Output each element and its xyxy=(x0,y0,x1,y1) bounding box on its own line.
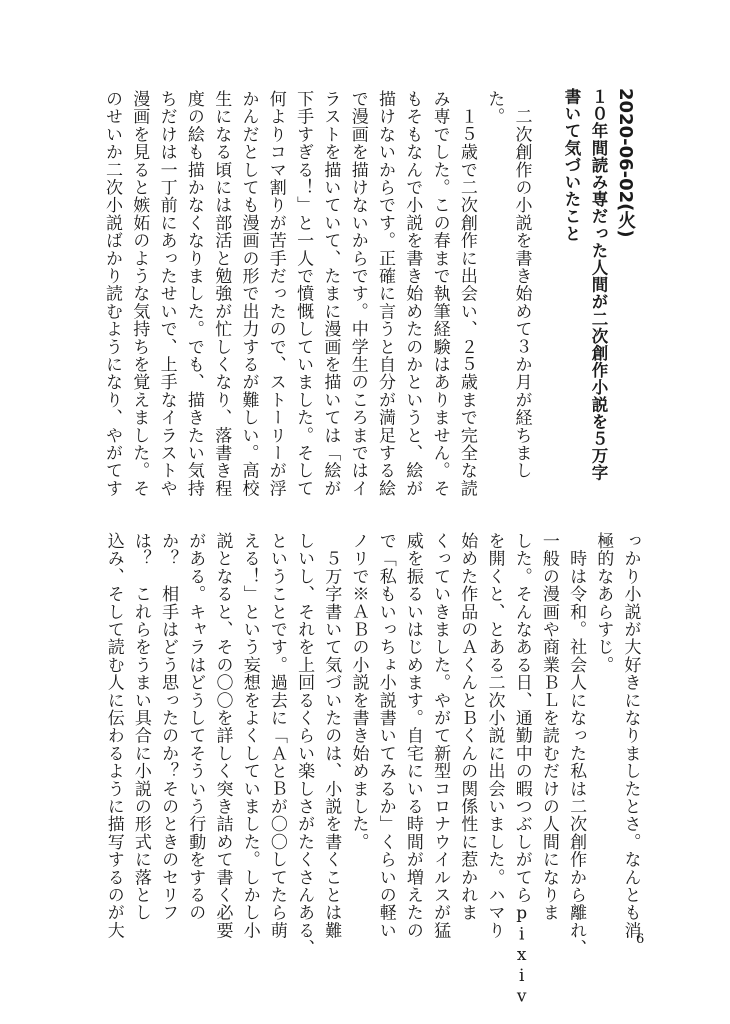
text-column: で「私もいっちょ小説書いてみるか」くらいの軽い xyxy=(375,532,396,940)
text-column: ちだけは一丁前にあったせいで、上手なイラストや xyxy=(156,90,177,498)
text-column: 極的なあらすじ。 xyxy=(593,532,614,674)
text-column: 威を振るいはじめます。自宅にいる時間が増えたの xyxy=(402,532,423,940)
article-title-line-1: １０年間読み専だった人間が二次創作小説を５万字 xyxy=(589,88,608,482)
page-number: 6 xyxy=(636,932,645,947)
text-column: のせいか二次小説ばかり読むようになり、やがてす xyxy=(102,90,122,498)
text-column: ５万字書いて気づいたのは、小説を書くことは難 xyxy=(321,532,342,940)
entry-date: 2020-06-02(火) xyxy=(615,88,636,238)
text-column: は？ これらをうまい具合に小説の形式に落とし xyxy=(130,532,151,922)
text-column: もそもなんで小説を書き始めたのかというと、絵が xyxy=(402,90,423,498)
text-column: 漫画を見ると嫉妬のような気持ちを覚えました。そ xyxy=(129,90,150,498)
article-title-line-2: 書いて気づいたこと xyxy=(562,88,581,242)
text-column: かんだとしても漫画の形で出力するが難しい。高校 xyxy=(238,90,259,498)
text-column: 時は令和。社会人になった私は二次創作から離れ、 xyxy=(566,532,587,957)
text-column: ラストを描いていて、たまに漫画を描いては「絵が xyxy=(320,90,341,498)
text-column: くっていきました。やがて新型コロナウイルスが猛 xyxy=(430,532,451,940)
text-column: した。そんなある日、通勤中の暇つぶしがてらpixiv xyxy=(511,532,532,1008)
text-column: ということです。過去に「ＡとＢが〇〇してたら萌 xyxy=(266,532,287,940)
text-column: で漫画を描けないからです。中学生のころまではイ xyxy=(347,90,368,498)
text-column: 下手すぎる！」と一人で憤慨していました。そして xyxy=(293,90,314,498)
text-column: える！」という妄想をよくしていました。しかし小 xyxy=(239,532,260,940)
text-column: 説となると、その〇〇を詳しく突き詰めて書く必要 xyxy=(212,532,233,940)
text-column: っかり小説が大好きになりましたとさ。なんとも消 xyxy=(620,532,641,940)
text-column: 一般の漫画や商業ＢＬを読むだけの人間になりま xyxy=(538,532,559,922)
text-column: か？ 相手はどう思ったのか？そのときのセリフ xyxy=(158,532,179,922)
text-column: た。 xyxy=(484,90,505,126)
text-column: 二次創作の小説を書き始めて３か月が経ちまし xyxy=(511,90,532,480)
text-column: 込み、そして読む人に伝わるように描写するのが大 xyxy=(103,532,124,940)
text-column: しいし、それを上回るくらい楽しさがたくさんある、 xyxy=(294,532,315,957)
text-column: 描けないからです。正確に言うと自分が満足する絵 xyxy=(375,90,395,498)
text-column: み専でした。この春まで執筆経験はありません。そ xyxy=(429,90,450,498)
text-column: 度の絵も描かなくなりました。でも、描きたい気持 xyxy=(183,90,204,498)
text-column: 始めた作品のＡくんとＢくんの関係性に惹かれま xyxy=(457,532,478,922)
text-column: 生になる頃には部活と勉強が忙しくなり、落書き程 xyxy=(211,90,232,498)
text-column: がある。キャラはどうしてそういう行動をするの xyxy=(185,532,206,922)
text-column: １５歳で二次創作に出会い、２５歳まで完全な読 xyxy=(456,90,477,498)
text-column: を開くと、とある二次小説に出会いました。ハマり xyxy=(484,532,505,940)
text-column: 何よりコマ割りが苦手だったので、ストーリーが浮 xyxy=(265,90,286,498)
text-column: ノリで※ＡＢの小説を書き始めました。 xyxy=(348,532,369,851)
